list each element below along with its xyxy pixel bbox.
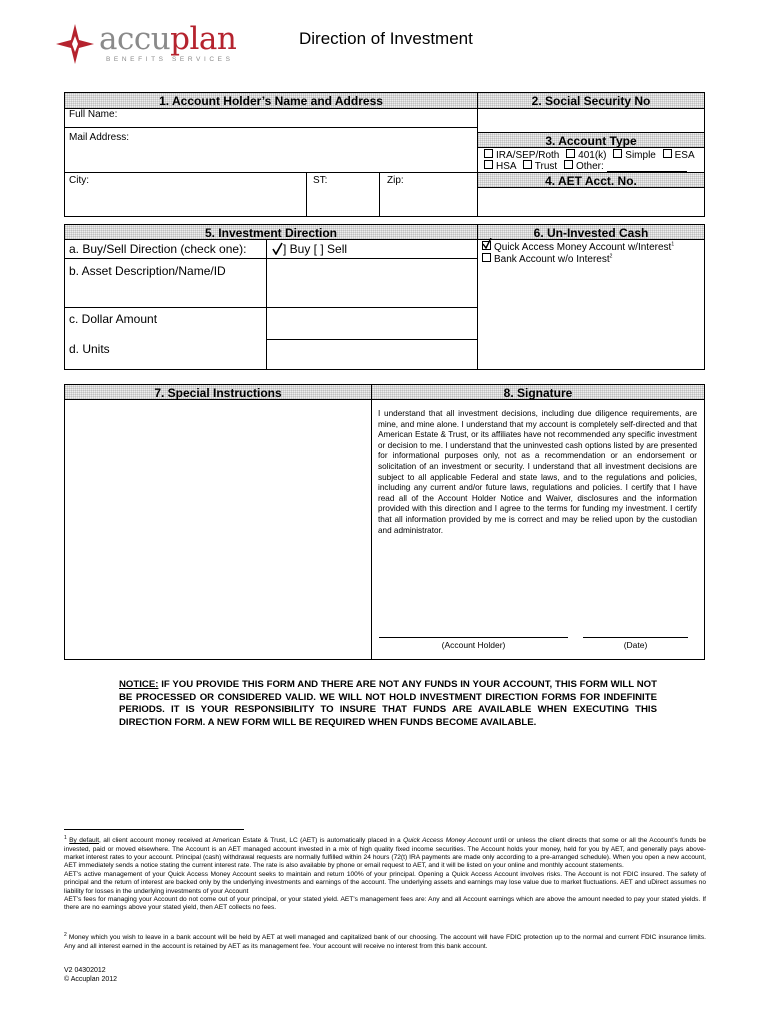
quick-access-checkbox[interactable]: [482, 241, 491, 250]
section8-header: 8. Signature: [372, 385, 704, 400]
checkmark-icon: [482, 238, 492, 249]
compass-star-icon: [56, 24, 94, 64]
notice-text: [119, 679, 657, 729]
account-holder-caption: (Account Holder): [441, 640, 506, 650]
other-label: Other:: [576, 161, 604, 172]
footnote-2: $^2$ Money which you wish to leave in a bank account will be held by AET at well managed and capitalized bank of our choosing. The account will have FDIC protection up to the normal and current FDIC insurance limits. Any and all interest earned in the account is retained by AET as its management fee. Your account will receive no interest from this bank account.: [64, 932, 706, 950]
buy-sell-options[interactable]: ] Buy [ ] Sell: [272, 242, 347, 256]
notice-lead: NOTICE:: [119, 679, 159, 690]
mail-address-label: Mail Address:: [69, 132, 130, 143]
section6-header: 6. Un-Invested Cash: [478, 225, 704, 240]
bank-account-label: Bank Account w/o Interest: [494, 254, 610, 265]
simple-checkbox[interactable]: [613, 149, 622, 158]
full-name-label: Full Name:: [69, 109, 118, 120]
ira-label: IRA/SEP/Roth: [496, 150, 560, 161]
section7-header: 7. Special Instructions: [65, 385, 371, 400]
special-instructions-field[interactable]: [66, 402, 370, 658]
trust-label: Trust: [534, 161, 558, 172]
city-label: City:: [69, 175, 89, 186]
logo-wordmark: [99, 22, 236, 56]
account-holder-signature-line[interactable]: [379, 637, 568, 638]
page-title: Direction of Investment: [299, 29, 473, 48]
copyright: © Accuplan 2012: [64, 976, 118, 983]
footnote-1: $^1$ By default, all client account money received at American Estate & Trust, LC (AET) is automatically placed in a Quick Access Money Account until or unless the client directs that some or all the Account’s funds be invested, paid or moved elsewhere. The Account is an AET managed account invested in a mix of high quality fixed income securities. The Account holds your money, held for you by AET, and generally pays above-market interest rates to your account. Principal (cash) withdrawal requests are normally fulfilled within 24 hours (72(t) IRA payments are made only according to a pre-arranged schedule). When you open a new account, AET immediately sends a notice stating the current interest rate. The rate is also available by phone or email request to AET, and it will be listed on your online and monthly account statements. AET’s active management of your Quick Access Money Account seeks to maintain and return 100% of your principal. Opening a Quick Access Account involves risks. The Account is not FDIC insured. The safety of principal and the return of interest are backed only by the underlying investments and earnings of the account. The underlying assets and earnings may lose value due to market fluctuations. AET and uDirect assumes no liability for losses in the underlying investments of your Account AET’s fees for managing your Account do not come out of your principal, or your stated yield. AET’s management fees are: Any and all Account earnings which are above the amount needed to pay your stated yields. If there are no earnings above your stated yield, then AET collects no fees.: [64, 835, 706, 912]
logo-tagline: BENEFITS SERVICES: [106, 56, 234, 63]
logo-name-accu: accu: [99, 21, 171, 57]
notice-body: IF YOU PROVIDE THIS FORM AND THERE ARE NOT ANY FUNDS IN YOUR ACCOUNT, THIS FORM WILL NOT BE PROCESSED OR CONSIDERED VALID. WE WILL NOT HOLD INVESTMENT DIRECTION FORMS FOR INDEFINITE PERIODS. IT IS YOUR RESPONSIBILITY TO INSURE THAT FUNDS ARE AVAILABLE WHEN EXECUTING THIS DIRECTION FORM. A NEW FORM WILL BE REQUIRED WHEN FUNDS BECOME AVAILABLE.: [119, 679, 657, 728]
esa-label: ESA: [674, 150, 695, 161]
bank-account-option: Bank Account w/o Interest$^2$: [482, 253, 612, 265]
units-label: d. Units: [69, 342, 110, 356]
date-caption: (Date): [623, 640, 648, 650]
section4-header: 4. AET Acct. No.: [478, 172, 704, 188]
dollar-amount-label: c. Dollar Amount: [69, 312, 158, 326]
version-code: V2 04302012: [64, 967, 106, 974]
quick-access-option: Quick Access Money Account w/Interest$^1$: [482, 241, 674, 253]
hsa-label: HSA: [496, 161, 517, 172]
section1-header: 1. Account Holder’s Name and Address: [65, 93, 477, 109]
simple-label: Simple: [625, 150, 656, 161]
quick-access-label: Quick Access Money Account w/Interest: [494, 242, 672, 253]
asset-description-label: b. Asset Description/Name/ID: [69, 264, 226, 278]
footnote-separator: [64, 829, 244, 830]
buy-sell-label: a. Buy/Sell Direction (check one):: [69, 242, 247, 256]
logo-name-plan: plan: [170, 21, 237, 57]
section3-header: 3. Account Type: [478, 132, 704, 148]
checkmark-icon: [272, 242, 283, 255]
account-type-row2: [484, 160, 604, 172]
bank-account-checkbox[interactable]: [482, 253, 491, 262]
section2-header: 2. Social Security No: [478, 93, 704, 109]
date-signature-line[interactable]: [583, 637, 688, 638]
other-checkbox[interactable]: [564, 160, 573, 169]
zip-label: Zip:: [387, 175, 404, 186]
esa-checkbox[interactable]: [663, 149, 672, 158]
401k-label: 401(k): [578, 150, 607, 161]
section5-header: 5. Investment Direction: [65, 225, 477, 240]
hsa-checkbox[interactable]: [484, 160, 493, 169]
signature-agreement-text: I understand that all investment decisions, including due diligence requirements, are mine, and mine alone. I understand that my account is completely self-directed and that American Estate & Trust, or its affiliates have not recommended any specific investment or decision to me. I understand that the uninvested cash options listed by are presented for informational purposes only, not as a recommendation or an endorsement or solicitation of an investment or security. I understand that all investment decisions are subject to all applicable Federal and state laws, and to the regulations and policies, including any current and/or future laws, regulations and policies. I certify that I have read all of the Account Holder Notice and Waiver, disclosures and the information provided with this direction and I agree to the terms for funding my investment. I certify that all information provided by me is correct and may be relied upon by the custodian and administrator.: [378, 409, 697, 535]
ira-checkbox[interactable]: [484, 149, 493, 158]
state-label: ST:: [313, 175, 328, 186]
trust-checkbox[interactable]: [523, 160, 532, 169]
logo: [56, 22, 246, 68]
401k-checkbox[interactable]: [566, 149, 575, 158]
